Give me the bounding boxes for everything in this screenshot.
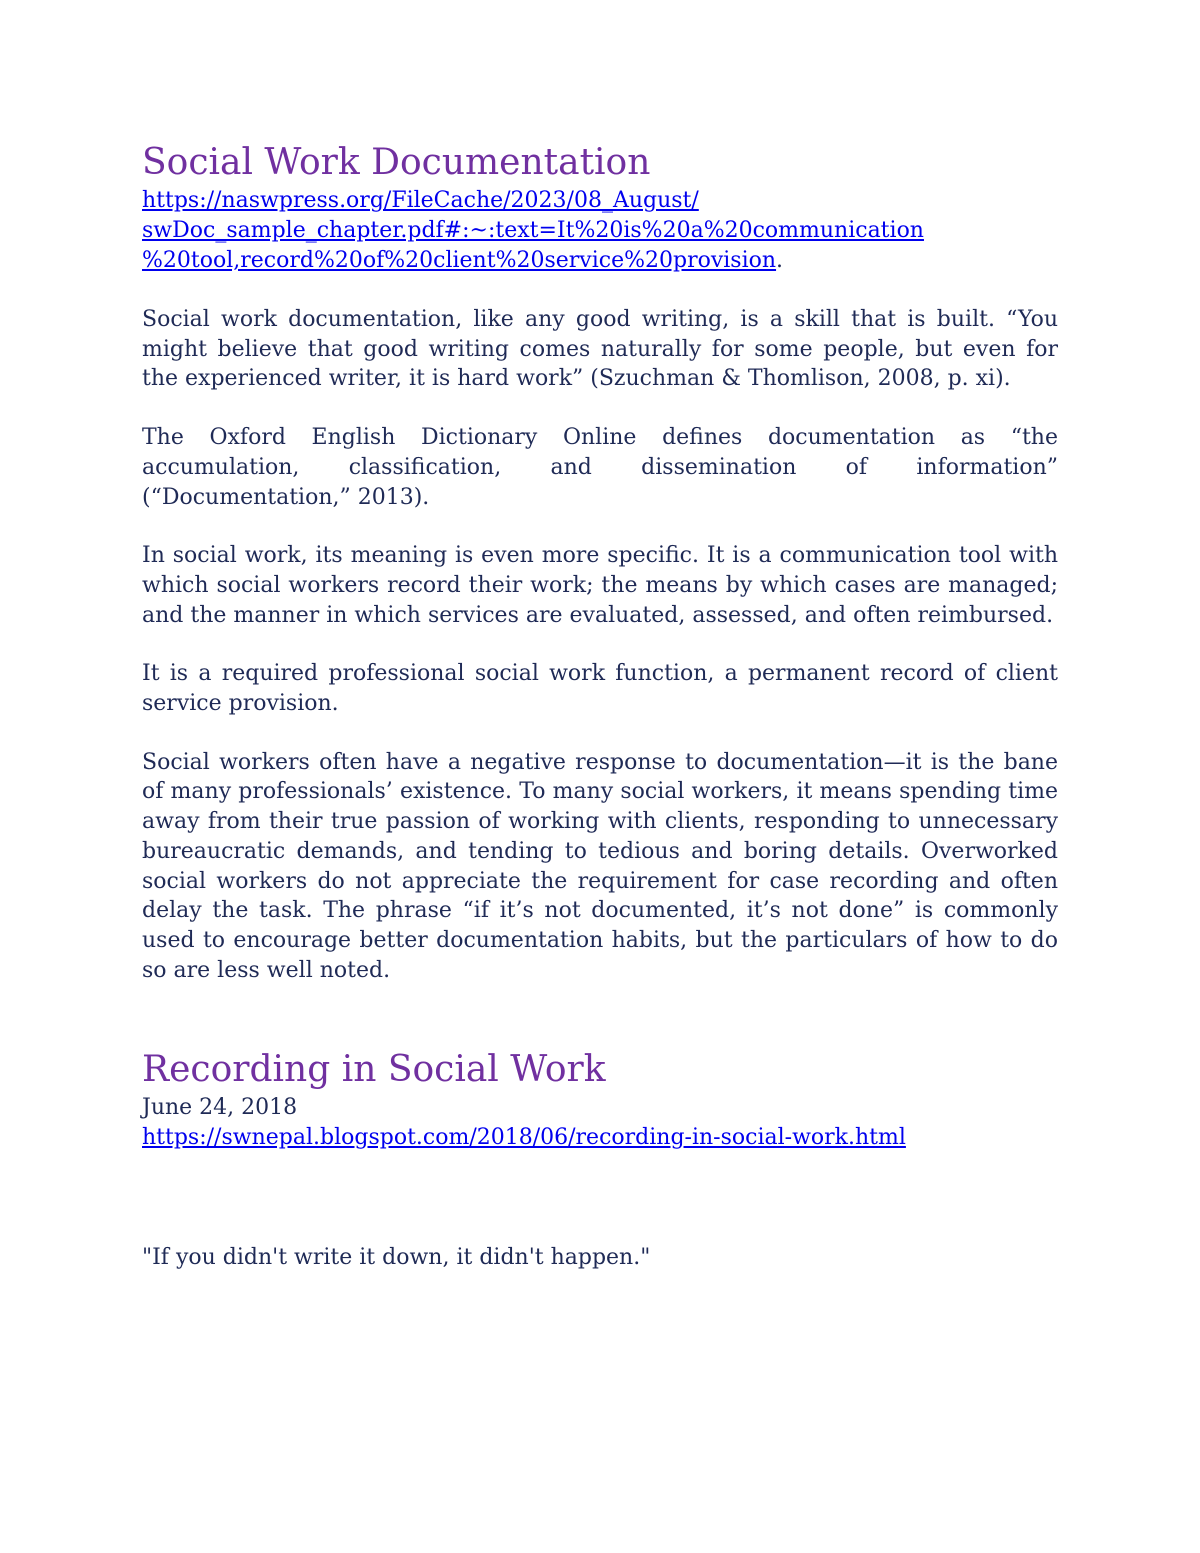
document-page <box>142 140 1058 1273</box>
source-link-line-3[interactable]: %20tool,record%20of%20client%20service%20provision <box>142 248 777 273</box>
section-title-social-work-documentation: Social Work Documentation <box>142 142 651 183</box>
source-link-line-2[interactable]: swDoc_sample_chapter.pdf#:~:text=It%20is%20a%20communication <box>142 218 924 243</box>
quote: "If you didn't write it down, it didn't happen." <box>142 1245 651 1271</box>
post-date: June 24, 2018 <box>142 1095 298 1121</box>
source-link-swnepal[interactable]: https://swnepal.blogspot.com/2018/06/recording-in-social-work.html <box>142 1125 906 1151</box>
source-link-swnepal-wrapper <box>142 1123 1058 1153</box>
section-title-recording-in-social-work: Recording in Social Work <box>142 1049 606 1091</box>
source-link-line-1[interactable]: https://naswpress.org/FileCache/2023/08_August/ <box>142 188 699 213</box>
paragraph-5: Social workers often have a negative response to documentation—it is the bane of many professionals’ existence. To many social workers, it means spending time away from their true passion of working with clients, responding to unnecessary bureaucratic demands, and tending to tedious and boring details. Overworked social workers do not appreciate the requirement for case recording and often delay the task. The phrase “if it’s not documented, it’s not done” is commonly used to encourage better documentation habits, but the particulars of how to do so are less well noted. <box>142 749 1058 983</box>
paragraph-3: In social work, its meaning is even more specific. It is a communication tool with which social workers record their work; the means by which cases are managed; and the manner in which services are evaluated, assessed, and often reimbursed. <box>142 543 1058 628</box>
paragraph-4: It is a required professional social work function, a permanent record of client service provision. <box>142 661 1058 717</box>
paragraph-2: The Oxford English Dictionary Online defines documentation as “the accumulation, classification, and dissemination of information” (“Documentation,” 2013). <box>142 425 1058 510</box>
source-link-naswpress <box>142 186 1058 276</box>
link-period: . <box>776 248 784 273</box>
paragraph-1: Social work documentation, like any good writing, is a skill that is built. “You might believe that good writing comes naturally for some people, but even for the experienced writer, it is hard work” (Szuchman & Thomlison, 2008, p. xi). <box>142 307 1058 392</box>
